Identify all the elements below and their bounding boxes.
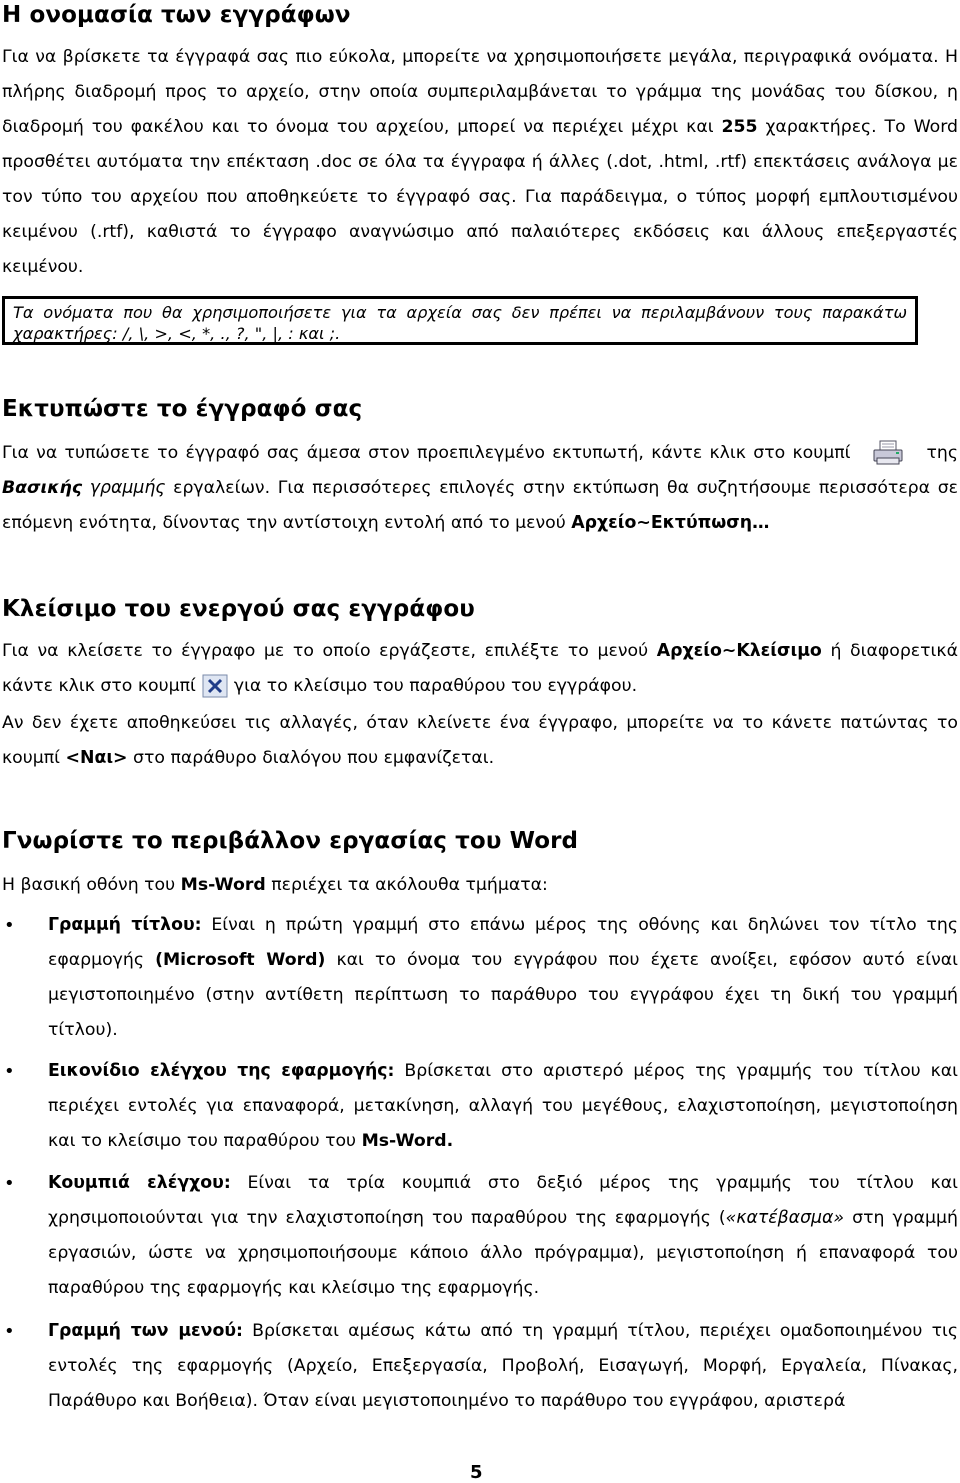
heading-word-environment: Γνωρίστε το περιβάλλον εργασίας του Word: [2, 828, 579, 854]
close-icon: [202, 674, 228, 698]
text-run: και το όνομα του εγγράφου που έχετε ανοίξει, εφόσον αυτό είναι μεγιστοποιημένο (στην αντίθετη περίπτωση το παράθυρο του εγγράφου έχει τη δική του γραμμή τίτλου).: [48, 950, 958, 1040]
text-run: ή διαφορετικά κάντε κλικ στο κουμπί: [2, 641, 958, 696]
print-icon: [871, 440, 907, 466]
paragraph-print: [2, 436, 958, 541]
paragraph-unsaved: [2, 706, 958, 776]
text-run: Για να τυπώσετε το έγγραφό σας άμεσα στον προεπιλεγμένο εκτυπωτή, κάντε κλικ στο κουμπί: [2, 443, 851, 463]
note-box: Τα ονόματα που θα χρησιμοποιήσετε για τα αρχεία σας δεν πρέπει να περιλαμβάνουν τους παρακάτω χαρακτήρες: /, \, >, <, *, ., ?, ", |, : και ;.: [2, 296, 918, 345]
bullet-label: Κουμπιά ελέγχου:: [48, 1173, 231, 1193]
bold-term: Ms-Word.: [361, 1131, 454, 1151]
text-run: Για να κλείσετε το έγγραφο με το οποίο εργάζεστε, επιλέξτε το μενού: [2, 641, 657, 661]
yes-button-label: <Ναι>: [65, 748, 128, 768]
bullet-text: [48, 908, 958, 1048]
page-number: 5: [470, 1462, 483, 1483]
italic-term: γραμμής: [89, 478, 166, 498]
text-run: Είναι τα τρία κουμπιά στο δεξιό μέρος της γραμμής του τίτλου και χρησιμοποιούνται για την ελαχιστοποίηση του παραθύρου της εφαρμογής (: [48, 1173, 958, 1228]
bold-term: (Microsoft Word): [155, 950, 326, 970]
paragraph-naming: [2, 40, 958, 285]
bullet-dot: •: [4, 915, 15, 936]
menu-path-close: Αρχείο~Κλείσιμο: [656, 641, 822, 661]
heading-naming-documents: Η ονομασία των εγγράφων: [2, 2, 351, 28]
text-run: για το κλείσιμο του παραθύρου του εγγράφου.: [233, 676, 638, 696]
text-run: Για να βρίσκετε τα έγγραφά σας πιο εύκολα, μπορείτε να χρησιμοποιήσετε μεγάλα, περιγραφικά ονόματα. Η πλήρης διαδρομή προς το αρχείο, στην οποία συμπεριλαμβάνεται το γράμμα της μονάδας του δίσκου, η διαδρομή του φακέλου και το όνομα του αρχείου, μπορεί να περιέχει μέχρι και: [2, 47, 958, 137]
heading-print-document: Εκτυπώστε το έγγραφό σας: [2, 396, 363, 422]
bullet-text: [48, 1166, 958, 1306]
text-run: περιέχει τα ακόλουθα τμήματα:: [265, 875, 548, 895]
heading-close-document: Κλείσιμο του ενεργού σας εγγράφου: [2, 596, 475, 622]
bullet-text: [48, 1054, 958, 1159]
bullet-label: Γραμμή των μενού:: [48, 1321, 243, 1341]
bullet-text: [48, 1314, 958, 1419]
menu-path-print: Αρχείο~Εκτύπωση…: [571, 513, 770, 533]
text-run: εργαλείων. Για περισσότερες επιλογές στην εκτύπωση θα συζητήσουμε περισσότερα σε επόμενη ενότητα, δίνοντας την αντίστοιχη εντολή από το μενού: [2, 478, 958, 533]
paragraph-intro: [2, 868, 958, 903]
text-run: της: [926, 443, 958, 463]
italic-term: «κατέβασμα»: [725, 1208, 845, 1228]
text-run: Η βασική οθόνη του: [2, 875, 181, 895]
text-run: χαρακτήρες. Το Word προσθέτει αυτόματα την επέκταση .doc σε όλα τα έγγραφα ή άλλες (.dot, .html, .rtf) επεκτάσεις ανάλογα με τον τύπο του αρχείου που αποθηκεύετε το έγγραφό σας. Για παράδειγμα, ο τύπος μορφή εμπλουτισμένου κειμένου (.rtf), καθιστά το έγγραφο αναγνώσιμο από παλαιότερες εκδόσεις και άλλους επεξεργαστές κειμένου.: [2, 117, 958, 277]
bullet-dot: •: [4, 1173, 15, 1194]
text-run: Αν δεν έχετε αποθηκεύσει τις αλλαγές, όταν κλείνετε ένα έγγραφο, μπορείτε να το κάνετε πατώντας το κουμπί: [2, 713, 958, 768]
text-run: στο παράθυρο διαλόγου που εμφανίζεται.: [127, 748, 495, 768]
bold-term: Ms-Word: [180, 875, 266, 895]
bullet-label: Γραμμή τίτλου:: [48, 915, 202, 935]
bold-italic-term: Βασικής: [2, 478, 83, 498]
text-run: στη γραμμή εργασιών, ώστε να χρησιμοποιήσουμε κάποιο άλλο πρόγραμμα), μεγιστοποίηση ή επαναφορά του παραθύρου της εφαρμογής και κλείσιμο της εφαρμογής.: [48, 1208, 958, 1298]
bullet-dot: •: [4, 1061, 15, 1082]
text-run: Είναι η πρώτη γραμμή στο επάνω μέρος της οθόνης και δηλώνει τον τίτλο της εφαρμογής: [48, 915, 958, 970]
text-run: Βρίσκεται αμέσως κάτω από τη γραμμή τίτλου, περιέχει ομαδοποιημένου τις εντολές της εφαρμογής (Αρχείο, Επεξεργασία, Προβολή, Εισαγωγή, Μορφή, Εργαλεία, Πίνακας, Παράθυρο και Βοήθεια). Όταν είναι μεγιστοποιημένο το παράθυρο του εγγράφου, αριστερά: [48, 1321, 958, 1411]
bold-number: 255: [721, 117, 758, 137]
paragraph-close: [2, 634, 958, 704]
bullet-dot: •: [4, 1321, 15, 1342]
text-run: Βρίσκεται στο αριστερό μέρος της γραμμής του τίτλου και περιέχει εντολές για επαναφορά, μετακίνηση, αλλαγή του μεγέθους, ελαχιστοποίηση, μεγιστοποίηση και το κλείσιμο του παραθύρου του: [48, 1061, 958, 1151]
bullet-label: Εικονίδιο ελέγχου της εφαρμογής:: [48, 1061, 395, 1081]
